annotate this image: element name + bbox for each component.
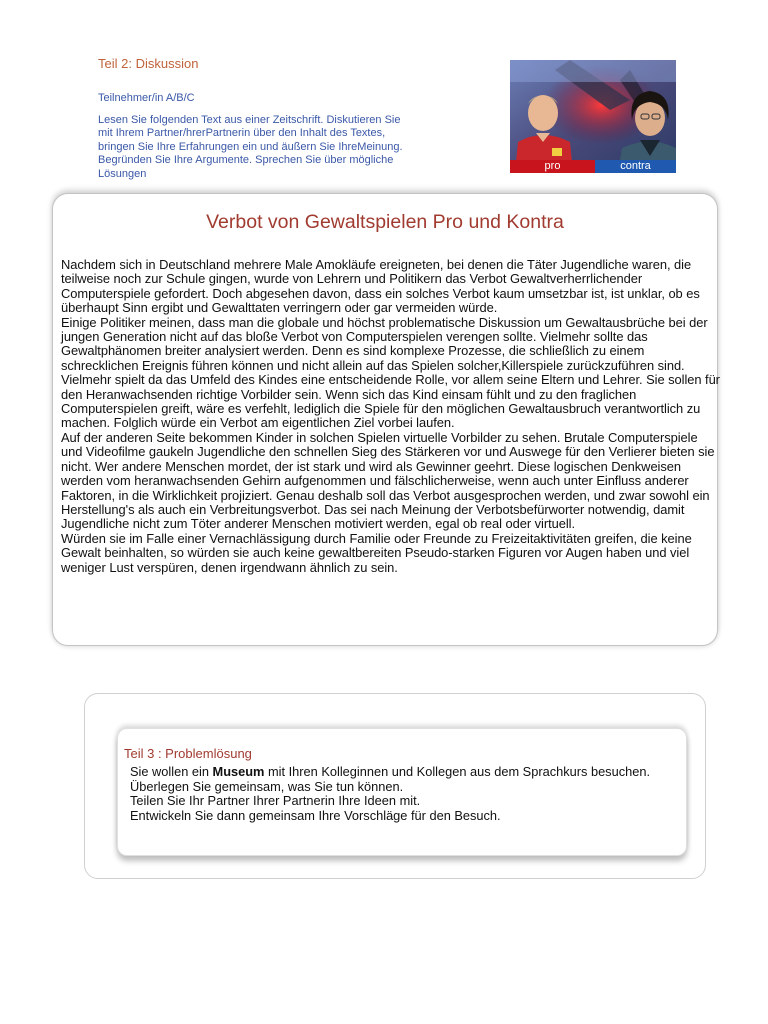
article-body [61,258,721,575]
article-paragraph: Nachdem sich in Deutschland mehrere Male Amokläufe ereigneten, bei denen die Täter Jugendliche waren, die teilweise noch zur Schule gingen, wurde von Lehrern und Politikern das Verbot Gewaltverherrlichender Computerspiele gefordert. Doch abgesehen davon, dass ein solches Verbot kaum umsetzbar ist, ist unklar, ob es überhaupt Sinn ergibt und Gewalttaten verringern oder gar vermeiden würde. [61,257,700,316]
contra-label: contra [595,160,676,173]
article-title: Verbot von Gewaltspielen Pro und Kontra [206,211,564,233]
part3-line1-start: Sie wollen ein [130,764,213,779]
part3-body [130,765,690,823]
pro-label: pro [510,160,595,173]
pro-contra-illustration [510,60,676,173]
part2-title: Teil 2: Diskussion [98,56,199,71]
part3-line [130,765,690,780]
part2-instructions: Lesen Sie folgenden Text aus einer Zeitschrift. Diskutieren Sie mit Ihrem Partner/hrerPartnerin über den Inhalt des Textes, bringen Sie Ihre Erfahrungen ein und äußern Sie IhreMeinung. Begründen Sie Ihre Argumente. Sprechen Sie über mögliche Lösungen [98,114,403,180]
article-paragraph: Auf der anderen Seite bekommen Kinder in solchen Spielen virtuelle Vorbilder zu sehen. Brutale Computerspiele und Videofilme gaukeln Jugendliche den schnellen Sieg des Stärkeren vor und Auswege für den Verlierer bieten sie nicht. Wer andere Menschen mordet, der ist stark und wird als Gewinner geehrt. Diese logischen Denkweisen werden vom heranwachsenden Gehirn aufgenommen und fälschlicherweise, wenn auch unter Einfluss anderer Faktoren, in die Wirklichkeit projiziert. Genau deshalb soll das Verbot ausgesprochen werden, und zwar sowohl ein Herstellung's als auch ein Verbreitungsverbot. Das sei nach Meinung der Verbotsbefürworter notwendig, damit Jugendliche nicht zum Töter anderer Menschen motiviert werden, egal ob real oder virtuell. [61,429,715,532]
part3-inner-box [117,728,687,856]
article-box [52,193,718,646]
part3-title: Teil 3 : Problemlösung [124,746,252,761]
part3-line1-end: mit Ihren Kolleginnen und Kollegen aus dem Sprachkurs besuchen. [264,764,651,779]
part3-line: Überlegen Sie gemeinsam, was Sie tun können. [130,778,404,794]
pro-contra-photo [510,60,676,173]
article-paragraph: Würden sie im Falle einer Vernachlässigung durch Familie oder Freunde zu Freizeitaktivitäten greifen, die keine Gewalt beinhalten, so würden sie auch keine gewaltbereiten Pseudo-starken Figuren vor Augen haben und viel weniger Lust verspüren, denen irgendwann ähnlich zu sein. [61,530,692,575]
part3-outer-box [84,693,706,879]
part3-line: Entwickeln Sie dann gemeinsam Ihre Vorschläge für den Besuch. [130,807,501,823]
article-paragraph: Einige Politiker meinen, dass man die globale und höchst problematische Diskussion um Gewaltausbrüche bei der jungen Generation nicht auf das bloße Verbot von Computerspielen verengen sollte. Vielmehr sollte das Gewaltphänomen breiter analysiert werden. Denn es sind komplexe Prozesse, die schließlich zu einem schrecklichen Ereignis führen können und nicht allein auf das Spielen solcher,Killerspiele zurückzuführen sind. Vielmehr spielt da das Umfeld des Kindes eine entscheidende Rolle, vor allem seine Eltern und Lehrer. Sie sollen für den Heranwachsenden richtige Vorbilder sein. Wenn sich das Kind einsam fühlt und zu den fraglichen Computerspielen greift, wäre es verfehlt, lediglich die Spiele für den möglichen Gewaltausbruch verantwortlich zu machen. Folglich würde ein Verbot am eigentlichen Ziel vorbei laufen. [61,314,720,431]
museum-keyword: Museum [212,764,265,779]
participants-label: Teilnehmer/in A/B/C [98,92,195,104]
part3-line: Teilen Sie Ihr Partner Ihrer Partnerin Ihre Ideen mit. [130,793,421,809]
